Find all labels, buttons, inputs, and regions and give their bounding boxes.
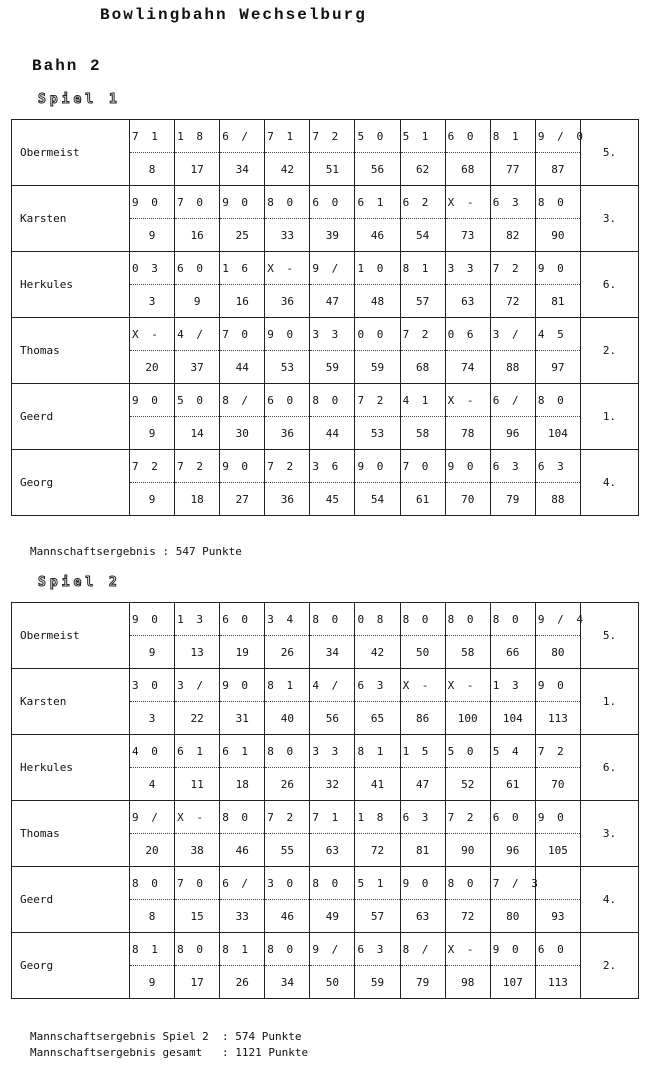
frame-running-total: 96 bbox=[490, 834, 535, 867]
frame-running-total: 53 bbox=[265, 351, 310, 384]
frame-running-total: 17 bbox=[175, 153, 220, 186]
frame-running-total: 36 bbox=[265, 285, 310, 318]
player-row bbox=[12, 384, 639, 417]
frame-running-total: 63 bbox=[400, 900, 445, 933]
frame-running-total: 74 bbox=[445, 351, 490, 384]
frame-running-total: 98 bbox=[445, 966, 490, 999]
frame-throws: 6 0 bbox=[265, 384, 310, 417]
frame-running-total: 36 bbox=[265, 417, 310, 450]
game-2-team-result: Mannschaftsergebnis Spiel 2 : 574 Punkte bbox=[30, 1030, 302, 1043]
frame-running-total: 79 bbox=[490, 483, 535, 516]
frame-throws: 9 / bbox=[310, 252, 355, 285]
frame-throws: 6 0 bbox=[490, 801, 535, 834]
frame-throws: 8 / bbox=[220, 384, 265, 417]
frame-running-total: 9 bbox=[130, 417, 175, 450]
frame-throws: 6 / bbox=[490, 384, 535, 417]
frame-running-total: 39 bbox=[310, 219, 355, 252]
frame-running-total: 46 bbox=[265, 900, 310, 933]
frame-throws: 5 0 bbox=[355, 120, 400, 153]
frame-running-total: 25 bbox=[220, 219, 265, 252]
frame-running-total: 9 bbox=[130, 636, 175, 669]
frame-running-total: 68 bbox=[400, 351, 445, 384]
frame-running-total: 77 bbox=[490, 153, 535, 186]
frame-throws: 6 3 bbox=[535, 450, 580, 483]
frame-running-total: 82 bbox=[490, 219, 535, 252]
frame-throws: 8 1 bbox=[400, 252, 445, 285]
frame-throws: 7 0 bbox=[220, 318, 265, 351]
frame-throws: 7 1 bbox=[310, 801, 355, 834]
frame-running-total: 51 bbox=[310, 153, 355, 186]
frame-running-total: 80 bbox=[535, 636, 580, 669]
frame-throws: 6 3 bbox=[490, 186, 535, 219]
frame-running-total: 18 bbox=[175, 483, 220, 516]
frame-running-total: 54 bbox=[355, 483, 400, 516]
frame-throws: 4 / bbox=[175, 318, 220, 351]
frame-running-total: 52 bbox=[445, 768, 490, 801]
frame-running-total: 36 bbox=[265, 483, 310, 516]
frame-throws: 7 2 bbox=[310, 120, 355, 153]
frame-running-total: 14 bbox=[175, 417, 220, 450]
frame-running-total: 81 bbox=[400, 834, 445, 867]
frame-running-total: 58 bbox=[400, 417, 445, 450]
frame-running-total: 70 bbox=[445, 483, 490, 516]
frame-throws: 6 0 bbox=[310, 186, 355, 219]
frame-throws: 8 0 bbox=[130, 867, 175, 900]
game-1-label: Spiel 1 bbox=[38, 92, 121, 107]
frame-running-total: 11 bbox=[175, 768, 220, 801]
frame-throws: 3 / bbox=[175, 669, 220, 702]
frame-throws: 4 1 bbox=[400, 384, 445, 417]
frame-throws: 4 / bbox=[310, 669, 355, 702]
player-rank: 3. bbox=[581, 186, 639, 252]
frame-throws: 9 0 bbox=[355, 450, 400, 483]
frame-running-total: 44 bbox=[220, 351, 265, 384]
frame-running-total: 104 bbox=[490, 702, 535, 735]
frame-running-total: 9 bbox=[130, 966, 175, 999]
frame-throws: 0 0 bbox=[355, 318, 400, 351]
frame-running-total: 59 bbox=[355, 351, 400, 384]
frame-running-total: 97 bbox=[535, 351, 580, 384]
player-name: Obermeist bbox=[12, 120, 130, 186]
frame-running-total: 90 bbox=[445, 834, 490, 867]
frame-throws: 7 2 bbox=[445, 801, 490, 834]
frame-running-total: 31 bbox=[220, 702, 265, 735]
frame-running-total: 59 bbox=[310, 351, 355, 384]
player-name: Geerd bbox=[12, 867, 130, 933]
frame-running-total: 72 bbox=[490, 285, 535, 318]
frame-throws: 7 2 bbox=[400, 318, 445, 351]
frame-throws: 9 0 bbox=[220, 669, 265, 702]
frame-throws: 0 6 bbox=[445, 318, 490, 351]
frame-throws: 6 3 bbox=[355, 669, 400, 702]
frame-running-total: 88 bbox=[490, 351, 535, 384]
frame-running-total: 20 bbox=[130, 351, 175, 384]
frame-throws: 8 0 bbox=[400, 603, 445, 636]
player-rank: 5. bbox=[581, 120, 639, 186]
player-row bbox=[12, 252, 639, 285]
frame-throws: 6 0 bbox=[445, 120, 490, 153]
frame-running-total: 70 bbox=[535, 768, 580, 801]
frame-throws: 8 0 bbox=[265, 186, 310, 219]
player-rank: 4. bbox=[581, 867, 639, 933]
frame-throws: 9 / bbox=[130, 801, 175, 834]
frame-running-total: 78 bbox=[445, 417, 490, 450]
frame-throws: 9 0 bbox=[535, 669, 580, 702]
frame-throws: 9 0 bbox=[130, 384, 175, 417]
frame-throws: 9 0 bbox=[220, 450, 265, 483]
frame-throws: 3 0 bbox=[265, 867, 310, 900]
frame-running-total: 41 bbox=[355, 768, 400, 801]
lane-heading: Bahn 2 bbox=[32, 57, 102, 75]
frame-running-total: 104 bbox=[535, 417, 580, 450]
frame-throws: 8 0 bbox=[535, 384, 580, 417]
frame-running-total: 33 bbox=[265, 219, 310, 252]
player-row bbox=[12, 735, 639, 768]
frame-throws: 9 0 bbox=[535, 252, 580, 285]
player-row bbox=[12, 801, 639, 834]
frame-throws: 3 6 bbox=[310, 450, 355, 483]
frame-throws: 7 0 bbox=[175, 867, 220, 900]
frame-running-total: 33 bbox=[220, 900, 265, 933]
frame-running-total: 65 bbox=[355, 702, 400, 735]
frame-throws: 3 3 bbox=[445, 252, 490, 285]
frame-running-total: 42 bbox=[355, 636, 400, 669]
frame-throws: 8 1 bbox=[130, 933, 175, 966]
frame-throws: 6 / bbox=[220, 867, 265, 900]
frame-running-total: 59 bbox=[355, 966, 400, 999]
frame-throws: X - bbox=[130, 318, 175, 351]
frame-running-total: 30 bbox=[220, 417, 265, 450]
frame-throws: 5 1 bbox=[400, 120, 445, 153]
frame-running-total: 55 bbox=[265, 834, 310, 867]
frame-running-total: 47 bbox=[400, 768, 445, 801]
frame-running-total: 34 bbox=[310, 636, 355, 669]
frame-throws: 7 2 bbox=[535, 735, 580, 768]
frame-throws: 6 0 bbox=[220, 603, 265, 636]
game-1-score-table bbox=[11, 119, 639, 516]
frame-throws: 8 1 bbox=[265, 669, 310, 702]
player-name: Georg bbox=[12, 450, 130, 516]
frame-throws: 6 1 bbox=[220, 735, 265, 768]
frame-running-total: 105 bbox=[535, 834, 580, 867]
document-title: Bowlingbahn Wechselburg bbox=[100, 6, 367, 24]
frame-running-total: 34 bbox=[220, 153, 265, 186]
frame-throws: 9 / 4 bbox=[535, 603, 580, 636]
frame-running-total: 42 bbox=[265, 153, 310, 186]
frame-running-total: 26 bbox=[265, 768, 310, 801]
frame-throws: 6 0 bbox=[175, 252, 220, 285]
frame-running-total: 46 bbox=[220, 834, 265, 867]
frame-throws: 9 0 bbox=[445, 450, 490, 483]
frame-throws: 5 0 bbox=[445, 735, 490, 768]
player-rank: 6. bbox=[581, 252, 639, 318]
player-rank: 2. bbox=[581, 318, 639, 384]
frame-throws: 1 0 bbox=[355, 252, 400, 285]
frame-running-total: 40 bbox=[265, 702, 310, 735]
frame-throws: 1 6 bbox=[220, 252, 265, 285]
frame-throws: 9 0 bbox=[130, 186, 175, 219]
frame-throws: 7 2 bbox=[175, 450, 220, 483]
frame-running-total: 61 bbox=[490, 768, 535, 801]
player-row bbox=[12, 186, 639, 219]
frame-throws: 5 1 bbox=[355, 867, 400, 900]
frame-running-total: 73 bbox=[445, 219, 490, 252]
frame-throws: 8 1 bbox=[220, 933, 265, 966]
frame-throws: 8 0 bbox=[490, 603, 535, 636]
player-name: Thomas bbox=[12, 318, 130, 384]
frame-throws: 9 / bbox=[310, 933, 355, 966]
frame-running-total: 72 bbox=[355, 834, 400, 867]
player-row bbox=[12, 318, 639, 351]
frame-throws: X - bbox=[445, 384, 490, 417]
frame-throws: 1 8 bbox=[175, 120, 220, 153]
frame-running-total: 48 bbox=[355, 285, 400, 318]
player-rank: 1. bbox=[581, 384, 639, 450]
frame-running-total: 4 bbox=[130, 768, 175, 801]
frame-throws: 0 8 bbox=[355, 603, 400, 636]
player-row bbox=[12, 669, 639, 702]
frame-running-total: 79 bbox=[400, 966, 445, 999]
frame-throws: X - bbox=[400, 669, 445, 702]
frame-running-total: 96 bbox=[490, 417, 535, 450]
frame-throws: 8 0 bbox=[265, 735, 310, 768]
frame-running-total: 8 bbox=[130, 153, 175, 186]
frame-throws: 9 0 bbox=[490, 933, 535, 966]
player-name: Thomas bbox=[12, 801, 130, 867]
frame-throws: 7 2 bbox=[490, 252, 535, 285]
frame-throws: X - bbox=[265, 252, 310, 285]
frame-throws: 6 1 bbox=[175, 735, 220, 768]
frame-running-total: 57 bbox=[400, 285, 445, 318]
frame-throws: 3 0 bbox=[130, 669, 175, 702]
frame-running-total: 63 bbox=[445, 285, 490, 318]
frame-throws: 5 4 bbox=[490, 735, 535, 768]
player-row bbox=[12, 120, 639, 153]
frame-running-total: 45 bbox=[310, 483, 355, 516]
frame-throws: 6 0 bbox=[535, 933, 580, 966]
frame-throws: 9 0 bbox=[130, 603, 175, 636]
player-rank: 2. bbox=[581, 933, 639, 999]
frame-throws: 8 0 bbox=[535, 186, 580, 219]
frame-running-total: 62 bbox=[400, 153, 445, 186]
frame-throws: 7 2 bbox=[355, 384, 400, 417]
frame-running-total: 93 bbox=[535, 900, 580, 933]
frame-throws: 8 0 bbox=[265, 933, 310, 966]
frame-running-total: 66 bbox=[490, 636, 535, 669]
frame-throws: 7 1 bbox=[130, 120, 175, 153]
player-name: Karsten bbox=[12, 186, 130, 252]
frame-throws: 3 / bbox=[490, 318, 535, 351]
frame-throws: 6 1 bbox=[355, 186, 400, 219]
frame-throws: 1 8 bbox=[355, 801, 400, 834]
frame-running-total: 38 bbox=[175, 834, 220, 867]
frame-running-total: 3 bbox=[130, 285, 175, 318]
frame-running-total: 100 bbox=[445, 702, 490, 735]
frame-throws: 7 0 bbox=[175, 186, 220, 219]
player-row bbox=[12, 867, 639, 900]
frame-throws: 8 1 bbox=[355, 735, 400, 768]
player-rank: 5. bbox=[581, 603, 639, 669]
frame-throws: 5 0 bbox=[175, 384, 220, 417]
frame-running-total: 18 bbox=[220, 768, 265, 801]
frame-running-total: 80 bbox=[490, 900, 535, 933]
frame-running-total: 90 bbox=[535, 219, 580, 252]
frame-throws: 8 0 bbox=[220, 801, 265, 834]
player-name: Herkules bbox=[12, 735, 130, 801]
frame-running-total: 19 bbox=[220, 636, 265, 669]
frame-running-total: 15 bbox=[175, 900, 220, 933]
frame-throws: 8 0 bbox=[175, 933, 220, 966]
frame-running-total: 49 bbox=[310, 900, 355, 933]
frame-running-total: 56 bbox=[355, 153, 400, 186]
frame-running-total: 26 bbox=[265, 636, 310, 669]
frame-running-total: 53 bbox=[355, 417, 400, 450]
frame-running-total: 113 bbox=[535, 966, 580, 999]
frame-running-total: 81 bbox=[535, 285, 580, 318]
frame-running-total: 50 bbox=[310, 966, 355, 999]
frame-throws: X - bbox=[445, 669, 490, 702]
frame-throws: 6 3 bbox=[490, 450, 535, 483]
frame-throws: X - bbox=[445, 186, 490, 219]
frame-throws: 8 0 bbox=[445, 867, 490, 900]
frame-throws: 9 0 bbox=[535, 801, 580, 834]
frame-running-total: 27 bbox=[220, 483, 265, 516]
frame-throws: 3 4 bbox=[265, 603, 310, 636]
game-2-score-table bbox=[11, 602, 639, 999]
player-rank: 6. bbox=[581, 735, 639, 801]
frame-throws: X - bbox=[445, 933, 490, 966]
frame-running-total: 3 bbox=[130, 702, 175, 735]
player-name: Georg bbox=[12, 933, 130, 999]
frame-running-total: 44 bbox=[310, 417, 355, 450]
frame-running-total: 22 bbox=[175, 702, 220, 735]
frame-throws: 1 5 bbox=[400, 735, 445, 768]
frame-throws: 7 / 3 bbox=[490, 867, 535, 900]
frame-running-total: 87 bbox=[535, 153, 580, 186]
frame-throws: 7 1 bbox=[265, 120, 310, 153]
frame-running-total: 47 bbox=[310, 285, 355, 318]
player-rank: 4. bbox=[581, 450, 639, 516]
player-row bbox=[12, 450, 639, 483]
frame-running-total: 26 bbox=[220, 966, 265, 999]
frame-running-total: 32 bbox=[310, 768, 355, 801]
frame-throws: 6 2 bbox=[400, 186, 445, 219]
player-rank: 1. bbox=[581, 669, 639, 735]
frame-throws: 9 0 bbox=[265, 318, 310, 351]
player-row bbox=[12, 603, 639, 636]
frame-throws: 8 0 bbox=[310, 867, 355, 900]
player-name: Geerd bbox=[12, 384, 130, 450]
player-name: Herkules bbox=[12, 252, 130, 318]
frame-throws: 3 3 bbox=[310, 318, 355, 351]
frame-throws: 1 3 bbox=[490, 669, 535, 702]
frame-throws: 8 0 bbox=[310, 603, 355, 636]
frame-running-total: 88 bbox=[535, 483, 580, 516]
frame-throws: 9 0 bbox=[400, 867, 445, 900]
frame-running-total: 20 bbox=[130, 834, 175, 867]
frame-running-total: 57 bbox=[355, 900, 400, 933]
frame-running-total: 113 bbox=[535, 702, 580, 735]
frame-running-total: 46 bbox=[355, 219, 400, 252]
frame-running-total: 13 bbox=[175, 636, 220, 669]
frame-running-total: 17 bbox=[175, 966, 220, 999]
frame-throws: 1 3 bbox=[175, 603, 220, 636]
frame-throws: 4 0 bbox=[130, 735, 175, 768]
frame-throws: 6 3 bbox=[400, 801, 445, 834]
frame-running-total: 9 bbox=[175, 285, 220, 318]
frame-running-total: 58 bbox=[445, 636, 490, 669]
player-name: Karsten bbox=[12, 669, 130, 735]
player-rank: 3. bbox=[581, 801, 639, 867]
frame-throws: 7 2 bbox=[265, 801, 310, 834]
frame-throws: 7 0 bbox=[400, 450, 445, 483]
player-name: Obermeist bbox=[12, 603, 130, 669]
frame-running-total: 16 bbox=[175, 219, 220, 252]
game-1-team-result: Mannschaftsergebnis : 547 Punkte bbox=[30, 545, 242, 558]
frame-running-total: 37 bbox=[175, 351, 220, 384]
frame-throws: 8 / bbox=[400, 933, 445, 966]
frame-running-total: 61 bbox=[400, 483, 445, 516]
frame-running-total: 8 bbox=[130, 900, 175, 933]
frame-running-total: 107 bbox=[490, 966, 535, 999]
frame-throws: 9 0 bbox=[220, 186, 265, 219]
player-row bbox=[12, 933, 639, 966]
frame-throws: 8 0 bbox=[445, 603, 490, 636]
frame-running-total: 63 bbox=[310, 834, 355, 867]
overall-team-result: Mannschaftsergebnis gesamt : 1121 Punkte bbox=[30, 1046, 309, 1059]
frame-running-total: 86 bbox=[400, 702, 445, 735]
frame-running-total: 68 bbox=[445, 153, 490, 186]
frame-throws: 3 3 bbox=[310, 735, 355, 768]
frame-throws: 6 3 bbox=[355, 933, 400, 966]
frame-throws: 9 / 0 bbox=[535, 120, 580, 153]
frame-throws: 6 / bbox=[220, 120, 265, 153]
frame-throws: 0 3 bbox=[130, 252, 175, 285]
frame-throws: 8 0 bbox=[310, 384, 355, 417]
frame-running-total: 34 bbox=[265, 966, 310, 999]
frame-running-total: 16 bbox=[220, 285, 265, 318]
frame-running-total: 9 bbox=[130, 219, 175, 252]
frame-running-total: 72 bbox=[445, 900, 490, 933]
frame-running-total: 56 bbox=[310, 702, 355, 735]
frame-throws: 8 1 bbox=[490, 120, 535, 153]
frame-throws bbox=[535, 867, 580, 900]
frame-running-total: 54 bbox=[400, 219, 445, 252]
frame-throws: 7 2 bbox=[265, 450, 310, 483]
frame-throws: X - bbox=[175, 801, 220, 834]
game-2-label: Spiel 2 bbox=[38, 575, 121, 590]
frame-throws: 4 5 bbox=[535, 318, 580, 351]
frame-running-total: 50 bbox=[400, 636, 445, 669]
frame-running-total: 9 bbox=[130, 483, 175, 516]
frame-throws: 7 2 bbox=[130, 450, 175, 483]
